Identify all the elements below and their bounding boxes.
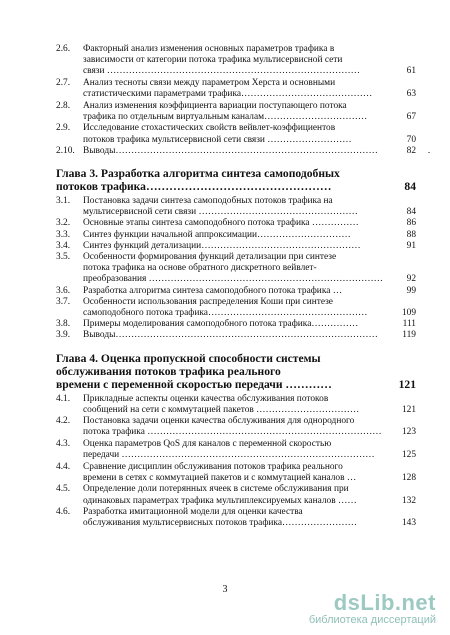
section-title: Синтез функции начальной аппроксимации………………………… — [83, 229, 351, 240]
watermark-subtitle: библиотека диссертаций — [308, 614, 436, 626]
section-title: Постановка задачи оценки качества обслуживания для однородного потока трафика ………………………………………………………………… — [83, 416, 382, 438]
section-number: 3.4. — [56, 240, 71, 251]
section-title: Разработка имитационной модели для оценки качества обслуживания мультисервисных потоков трафика…………………… — [83, 507, 358, 529]
section-title: Особенности использования распределения Коши при синтезе самоподобного потока трафика…………………………………………… — [83, 296, 368, 318]
section-title: Анализ изменения коэффициента вариации поступающего потока трафика по отдельным виртуальным каналам…………………………… — [83, 100, 368, 122]
section-page: 67 — [406, 111, 416, 122]
section-title: Примеры моделирования самоподобного потока трафика…………… — [83, 319, 359, 330]
section-title: Факторный анализ изменения основных параметров трафика в зависимости от категории потока трафика мультисервисной сети связи ……………………………………………………………………… — [83, 44, 360, 77]
section-number: 3.9. — [56, 330, 71, 341]
section-title: Постановка задачи синтеза самоподобных потоков трафика на мультисервисной сети связи …………………………………………… — [83, 195, 358, 218]
section-page: 123 — [401, 427, 416, 438]
toc-entry-2-10[interactable] — [56, 146, 416, 157]
section-page: 132 — [401, 495, 416, 506]
section-number: 2.10. — [56, 145, 75, 156]
toc-entry-4-6[interactable] — [56, 507, 416, 529]
chapter-3-heading[interactable] — [56, 167, 416, 193]
chapter-page: 84 — [404, 179, 416, 193]
section-number: 4.5. — [56, 484, 71, 495]
toc-entry-2-8[interactable] — [56, 101, 416, 123]
toc-entry-4-1[interactable] — [56, 394, 416, 416]
toc-entry-3-4[interactable] — [56, 241, 416, 252]
section-title: Определение доли потерянных ячеек в системе обслуживания при одинаковых параметрах трафика мультиплексируемых каналов …… — [83, 484, 357, 506]
toc-entry-2-9[interactable] — [56, 123, 416, 145]
chapter-title: Глава 3. Разработка алгоритма синтеза самоподобных потоков трафика………………………………………… — [56, 166, 340, 193]
toc-entry-3-7[interactable] — [56, 297, 416, 319]
watermark — [309, 592, 436, 627]
section-number: 2.8. — [56, 100, 71, 111]
chapter-title: Глава 4. Оценка пропускной способности системы обслуживания потоков трафика реального времени с переменной скоростью передачи ………… — [56, 351, 332, 391]
toc-entry-3-3[interactable] — [56, 230, 416, 241]
section-page: 88 — [406, 229, 416, 240]
watermark-logo: dsLib.net — [333, 590, 436, 615]
toc-entry-3-6[interactable] — [56, 286, 416, 297]
section-title: Выводы………………………………………………………………………… — [83, 330, 378, 341]
section-page: 82 — [406, 145, 416, 156]
chapter-4-heading[interactable] — [56, 352, 416, 391]
section-number: 3.7. — [56, 296, 71, 307]
toc-entry-3-5[interactable] — [56, 252, 416, 286]
section-page: 63 — [406, 89, 416, 100]
section-title: Выводы………………………………………………………………………… — [83, 145, 378, 156]
page-number: 3 — [222, 584, 228, 595]
section-page: 92 — [406, 274, 416, 285]
section-number: 2.7. — [56, 77, 71, 88]
section-title: Исследование стохастических свойств вейвлет-коэффициентов потоков трафика мультисервисной сети связи ……………………… — [83, 123, 352, 145]
section-title: Основные этапы синтеза самоподобного потока трафика …………… — [83, 218, 359, 229]
section-title: Синтез функций детализации…………………………………………… — [83, 240, 361, 251]
section-page: 109 — [401, 307, 416, 318]
section-number: 3.8. — [56, 319, 71, 330]
section-page: 91 — [406, 240, 416, 251]
section-page: 86 — [406, 218, 416, 229]
section-number: 4.6. — [56, 507, 71, 518]
toc-entry-4-2[interactable] — [56, 416, 416, 438]
section-title: Анализ тесноты связи между параметром Херста и основными статистическими параметрами трафика…………………………………… — [83, 77, 373, 100]
section-number: 3.2. — [56, 218, 71, 229]
section-page: 119 — [402, 330, 416, 341]
toc-entry-2-6[interactable] — [56, 44, 416, 78]
section-number: 4.3. — [56, 438, 71, 449]
section-title: Сравнение дисциплин обслуживания потоков трафика реального времени в сетях с коммутацией пакетов и с коммутацией каналов … — [83, 461, 357, 483]
section-number: 3.3. — [56, 229, 71, 240]
toc-entry-3-9[interactable] — [56, 330, 416, 341]
section-title: Разработка алгоритма синтеза самоподобного потока трафика … — [83, 285, 343, 296]
section-title: Прикладные аспекты оценки качества обслуживания потоков сообщений на сети с коммутацией пакетов …………………………… — [83, 393, 360, 415]
toc-entry-4-4[interactable] — [56, 462, 416, 484]
section-page: 128 — [401, 472, 416, 483]
scan-speck — [428, 152, 430, 153]
section-number: 3.1. — [56, 195, 71, 206]
toc-entry-4-3[interactable] — [56, 439, 416, 461]
toc-entry-2-7[interactable] — [56, 78, 416, 100]
section-number: 2.9. — [56, 123, 71, 134]
section-page: 84 — [406, 207, 416, 218]
section-number: 2.6. — [56, 44, 71, 54]
section-title: Особенности формирования функций детализации при синтезе потока трафика на основе обратного дискретного вейвлет- преобразования ………………………………………………………………… — [83, 251, 384, 285]
toc-entry-4-5[interactable] — [56, 484, 416, 506]
section-page: 61 — [406, 66, 416, 77]
section-number: 3.5. — [56, 251, 71, 262]
section-title: Оценка параметров QoS для каналов с переменной скоростью передачи ……………………………………………………………………… — [83, 438, 375, 461]
chapter-page: 121 — [398, 377, 416, 391]
section-page: 99 — [406, 285, 416, 296]
toc-entry-3-8[interactable] — [56, 319, 416, 330]
section-number: 4.2. — [56, 416, 71, 427]
section-number: 3.6. — [56, 285, 71, 296]
table-of-contents — [56, 44, 416, 529]
section-page: 121 — [401, 404, 416, 415]
section-number: 4.1. — [56, 393, 71, 404]
section-page: 143 — [401, 518, 416, 529]
section-page: 70 — [406, 134, 416, 145]
toc-entry-3-1[interactable] — [56, 196, 416, 218]
section-number: 4.4. — [56, 461, 71, 472]
toc-entry-3-2[interactable] — [56, 218, 416, 229]
section-page: 111 — [402, 319, 416, 330]
section-page: 125 — [401, 450, 416, 461]
